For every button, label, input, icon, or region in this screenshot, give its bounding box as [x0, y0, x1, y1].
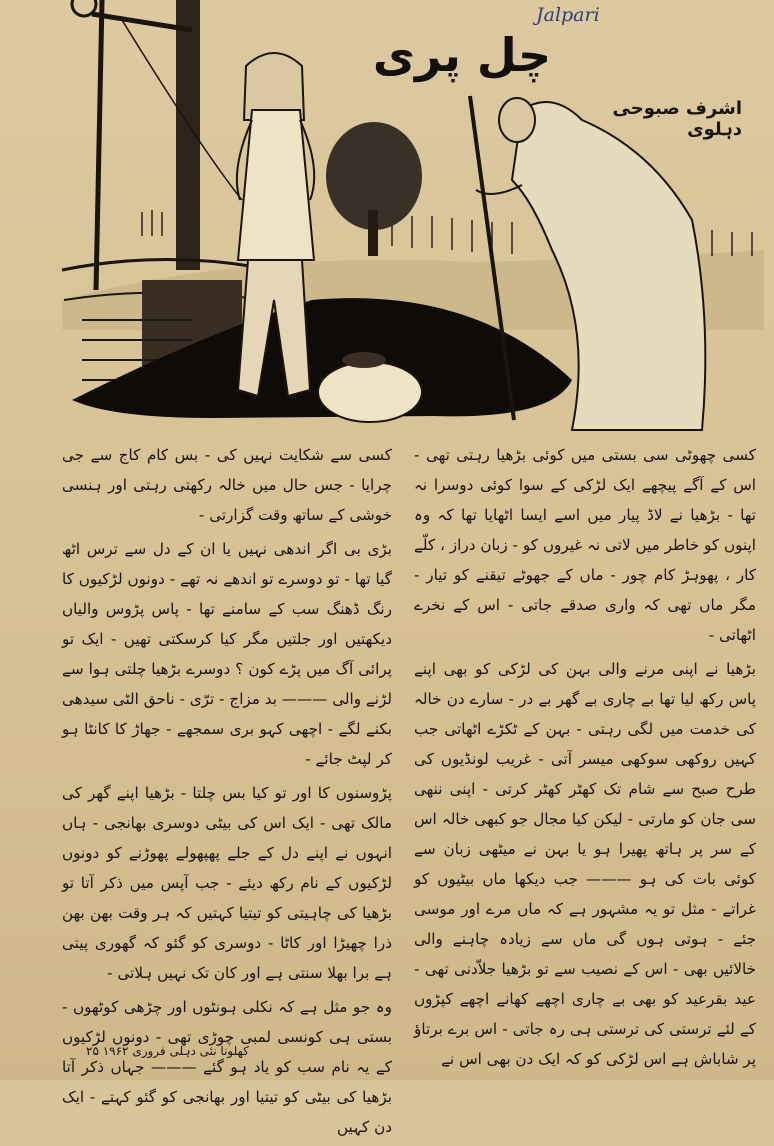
paragraph: کسی سے شکایت نہیں کی - بس کام کاج سے جی چرایا - جس حال میں خالہ رکھتی رہتی اور ہنسی خوشی کے ساتھ وقت گزارتی - — [62, 446, 392, 524]
text-column-left — [62, 440, 392, 1146]
text-column-right — [414, 440, 756, 1078]
tree-drawing — [326, 122, 422, 256]
paragraph: کسی چھوٹی سی بستی میں کوئی بڑھیا رہتی تھی - اس کے آگے پیچھے ایک لڑکی کے سوا کوئی دوسرا نہ تھا - بڑھیا نے لاڈ پیار میں اسے ایسا اٹھایا تھا کہ وہ اپنوں کو خاطر میں لاتی نہ غیروں کو - زبان دراز ، کلّے کار ، پھوہڑ کام چور - ماں کے جھوٹے تیقنے کو تیار - مگر ماں تھی کہ واری صدقے جاتی - اس کے نخرے اٹھاتی - — [414, 446, 756, 644]
story-title: چل پری — [372, 28, 552, 82]
paragraph: پڑوسنوں کا اور تو کیا بس چلتا - بڑھیا اپنے گھر کی مالک تھی - ایک اس کی بیٹی دوسری بھانجی - ہاں انہوں نے اپنے دل کے جلے پھپھولے پھوڑنے کو دونوں لڑکیوں کے نام رکھ دیئے - جب آپس میں ذکر آتا تو بڑھیا کی چاہیتی کو تیتیا کہتیں کہ ہر وقت بھن بھن ذرا چھیڑا اور کاٹا - دوسری کو گئو کہ گھوری پیتی ہے برا بھلا سنتی ہے اور کان تک نہیں ہلاتی - — [62, 784, 392, 982]
author-name: اشرف صبوحی دہلوی — [612, 98, 742, 140]
handwritten-title-note: Jalpari — [536, 4, 600, 26]
paragraph: بڑی بی اگر اندھی نہیں یا ان کے دل سے ترس اٹھ گیا تھا - تو دوسرے تو اندھے نہ تھے - دونوں لڑکیوں کا رنگ ڈھنگ سب کے سامنے تھا - پاس پڑوس والیاں دیکھتیں اور جلتیں مگر کیا کرسکتی تھیں - ایک تو پرائی آگ میں پڑے کون ؟ دوسرے بڑھیا چلتی ہوا سے لڑنے والی ——— بد مزاج - ترّی - ناحق الٹی سیدھی بکنے لگے - اچھی کہو بری سمجھے - جھاڑ کا کانٹا ہو کر لپٹ جائے - — [62, 540, 392, 768]
paragraph: بڑھیا نے اپنی مرنے والی بہن کی لڑکی کو بھی اپنے پاس رکھ لیا تھا بے چاری بے گھر بے در - سارے دن خالہ کی خدمت میں لگی رہتی - بہن کے ٹکڑے اٹھاتی جب کہیں روکھی سوکھی میسر آتی - غریب لونڈیوں کی طرح صبح سے شام تک کھٹر کھٹر کرتی - اپنی ننھی سی جان کو مارتی - لیکن کیا مجال جو کبھی خالہ اس کے سر پر ہاتھ پھیرا ہو یا بہن نے میٹھی زبان سے کوئی بات کی ہو ——— جب دیکھا ماں بیٹیوں کو غراتے - مثل تو یہ مشہور ہے کہ ماں مرے اور موسی جئے - ہوتی ہوں گی ماں سے زیادہ چاہنے والی خالائیں بھی - اس کے نصیب سے تو بڑھیا جلاّدنی تھی - عید بقرعید کو بھی بے چاری اچھے کھانے اچھے کپڑوں کے لئے ترستی کی ترستی ہی رہ جاتی - اس برے برتاؤ پر شاباش ہے اس لڑکی کو کہ ایک دن بھی اس نے — [414, 660, 756, 1068]
paragraph: وہ جو مثل ہے کہ نکلی ہونٹوں اور چڑھی کوٹھوں - بستی ہی کونسی لمبی چوڑی تھی - دونوں لڑکیوں کے یہ نام سب کو یاد ہو گئے ——— جہاں ذکر آتا بڑھیا کی بیٹی کو تیتیا اور بھانجی کو گئو کہتے - ایک دن کہیں — [62, 998, 392, 1136]
page-footer: کھلونا نئی دہلی فروری ۱۹۶۲ ۲۵ — [86, 1044, 249, 1058]
